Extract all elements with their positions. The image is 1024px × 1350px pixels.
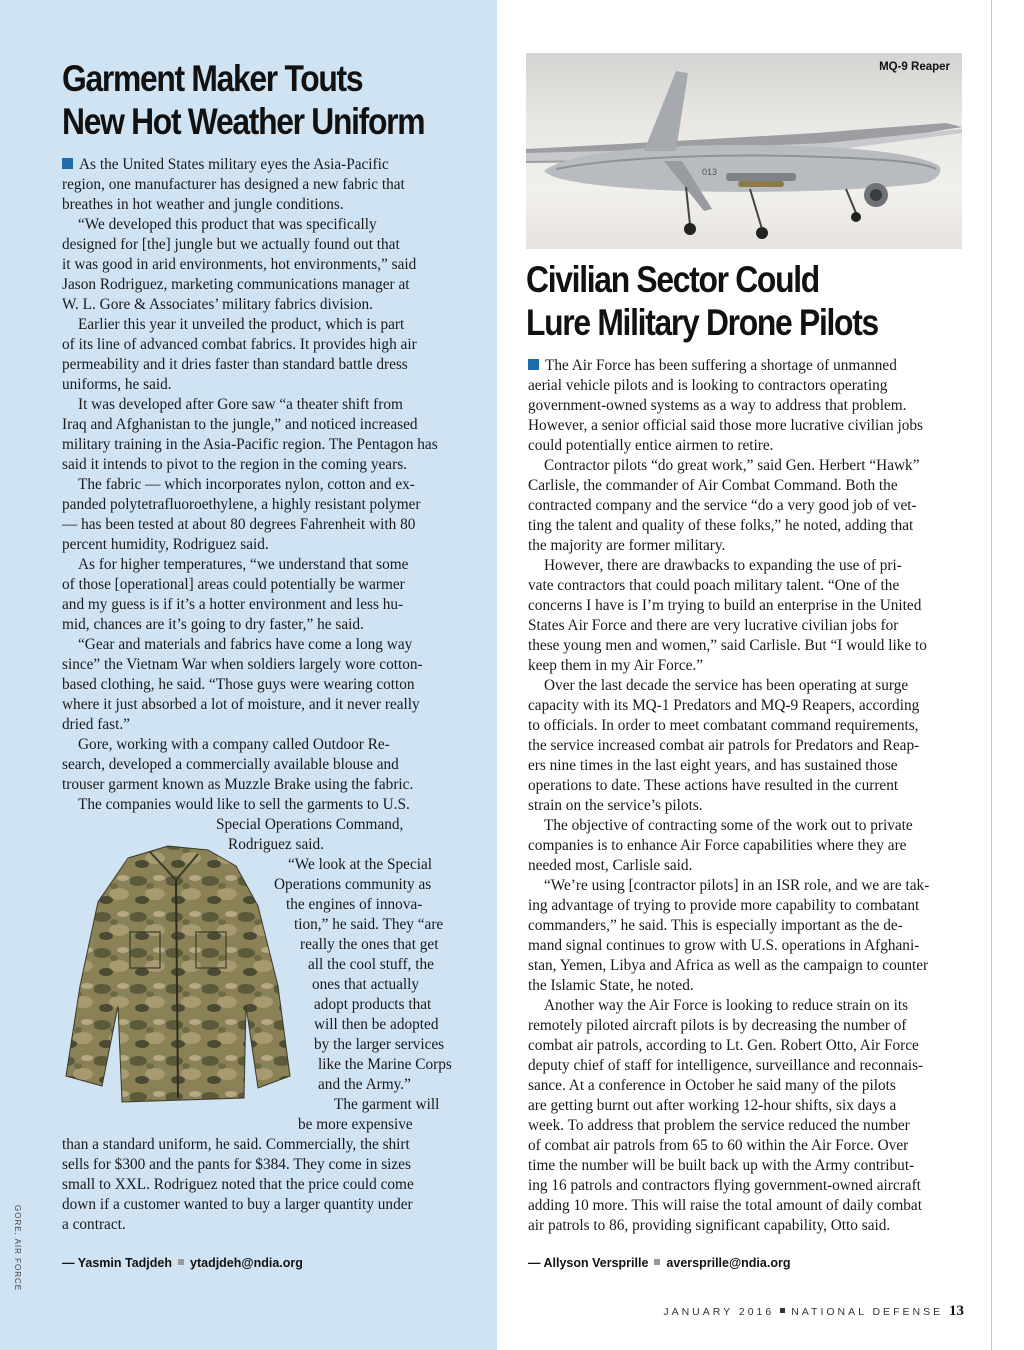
text-line-content: of those [operational] areas could potentially be warmer <box>62 576 405 593</box>
text-line <box>62 255 438 275</box>
text-line-content: down if a customer wanted to buy a larger quantity under <box>62 1196 413 1213</box>
text-line <box>528 976 929 996</box>
text-line-content: “We’re using [contractor pilots] in an ISR role, and we are tak- <box>544 877 930 894</box>
text-line-content: “We developed this product that was specifically <box>78 216 377 233</box>
text-line-content: vate contractors that could poach military talent. “One of the <box>528 577 900 594</box>
text-line <box>62 675 438 695</box>
text-line <box>528 856 929 876</box>
text-line <box>62 1135 414 1155</box>
text-line <box>528 876 929 896</box>
text-line <box>528 556 929 576</box>
text-line <box>62 655 438 675</box>
text-line <box>528 936 929 956</box>
text-line-content: it was good in arid environments, hot environments,” said <box>62 256 417 273</box>
text-line <box>62 1215 414 1235</box>
text-line-content: As the United States military eyes the Asia-Pacific <box>79 156 389 173</box>
text-line-content: However, there are drawbacks to expanding the use of pri- <box>544 557 902 574</box>
text-line <box>528 756 929 776</box>
text-line <box>528 416 929 436</box>
text-line-content: breathes in hot weather and jungle conditions. <box>62 196 344 213</box>
text-line-content: time the number will be built back up with the Army contribut- <box>528 1157 915 1174</box>
left-headline-line: New Hot Weather Uniform <box>62 101 425 142</box>
tail-number: 013 <box>702 167 718 177</box>
text-line <box>528 1076 929 1096</box>
left-article-body-end <box>62 1135 414 1235</box>
text-line-content: the majority are former military. <box>528 537 726 554</box>
text-line <box>528 1056 929 1076</box>
drone-photo <box>526 53 962 249</box>
text-line-content: designed for [the] jungle but we actually found out that <box>62 236 400 253</box>
text-line-content: ones that actually <box>312 976 420 993</box>
text-line <box>528 816 929 836</box>
text-line-content: The garment will <box>334 1096 440 1113</box>
footer-dot-icon <box>780 1308 785 1313</box>
text-line <box>62 395 438 415</box>
text-line-content: contracted company and the service “do a very good job of vet- <box>528 497 917 514</box>
text-line-content: The companies would like to sell the garments to U.S. <box>78 796 410 813</box>
text-line-content: tion,” he said. They “are <box>294 916 444 933</box>
text-line-content: strain on the service’s pilots. <box>528 797 703 814</box>
photo-caption: MQ-9 Reaper <box>879 61 950 73</box>
text-line-content: combat air patrols, according to Lt. Gen. Robert Otto, Air Force <box>528 1037 919 1054</box>
text-line-content: operations to date. These actions have resulted in the current <box>528 777 899 794</box>
left-headline-line: Garment Maker Touts <box>62 58 363 99</box>
text-line-content: of combat air patrols from 65 to 60 within the Air Force. Over <box>528 1137 909 1154</box>
text-line-content: permeability and it dries faster than standard battle dress <box>62 356 408 373</box>
text-line <box>62 295 438 315</box>
text-line <box>528 596 929 616</box>
text-line-content: deputy chief of staff for intelligence, surveillance and reconnais- <box>528 1057 924 1074</box>
text-line <box>62 495 438 515</box>
text-line-content: could potentially entice airmen to retire. <box>528 437 774 454</box>
text-line <box>528 1216 929 1236</box>
text-line-content: Another way the Air Force is looking to reduce strain on its <box>544 997 909 1014</box>
text-line-content: the Islamic State, he noted. <box>528 977 694 994</box>
text-line-content: Iraq and Afghanistan to the jungle,” and noticed increased <box>62 416 418 433</box>
text-line-content: than a standard uniform, he said. Commercially, the shirt <box>62 1136 410 1153</box>
text-line <box>528 956 929 976</box>
left-headline <box>62 57 424 143</box>
text-line-content: Rodriguez said. <box>228 836 325 853</box>
text-line-content: “Gear and materials and fabrics have come a long way <box>78 636 413 653</box>
right-article-body <box>528 356 929 1236</box>
text-line <box>528 536 929 556</box>
text-line-content: mand signal continues to grow with U.S. operations in Afghani- <box>528 937 920 954</box>
text-line <box>62 1115 452 1135</box>
text-line <box>62 1035 452 1055</box>
text-line-content: needed most, Carlisle said. <box>528 857 693 874</box>
right-headline <box>526 258 878 344</box>
left-byline <box>62 1256 303 1270</box>
text-line <box>528 436 929 456</box>
text-line-content: by the larger services <box>314 1036 445 1053</box>
text-line-content: The objective of contracting some of the work out to private <box>544 817 913 834</box>
text-line <box>528 496 929 516</box>
left-article-wrap-text <box>62 815 452 1135</box>
text-line <box>62 895 452 915</box>
text-line <box>62 275 438 295</box>
text-line <box>62 435 438 455</box>
text-line-content: these young men and women,” said Carlisle. But “I would like to <box>528 637 927 654</box>
text-line <box>62 455 438 475</box>
text-line-content: ing advantage of trying to provide more capability to combatant <box>528 897 920 914</box>
text-line-content: week. To address that problem the service reduced the number <box>528 1117 910 1134</box>
lead-square-icon <box>528 359 539 370</box>
left-article-body <box>62 155 438 815</box>
text-line-content: Special Operations Command, <box>216 816 404 833</box>
text-line-content: dried fast.” <box>62 716 130 733</box>
text-line <box>62 515 438 535</box>
text-line-content: The Air Force has been suffering a shortage of unmanned <box>545 357 897 374</box>
lead-square-icon <box>62 158 73 169</box>
text-line <box>528 636 929 656</box>
text-line <box>62 715 438 735</box>
byline-separator-icon <box>178 1259 184 1265</box>
text-line <box>528 736 929 756</box>
text-line-content: air patrols to 86, providing significant capability, Otto said. <box>528 1217 891 1234</box>
text-line <box>62 875 452 895</box>
text-line <box>62 175 438 195</box>
right-byline-name: — Allyson Versprille <box>528 1256 649 1270</box>
text-line-content: W. L. Gore & Associates’ military fabrics division. <box>62 296 373 313</box>
text-line-content: However, a senior official said those more lucrative civilian jobs <box>528 417 924 434</box>
text-line <box>528 1196 929 1216</box>
text-line <box>62 475 438 495</box>
text-line-content: the service increased combat air patrols for Predators and Reap- <box>528 737 920 754</box>
text-line-content: trouser garment known as Muzzle Brake using the fabric. <box>62 776 414 793</box>
footer-publication: NATIONAL DEFENSE <box>791 1306 944 1318</box>
text-line <box>62 695 438 715</box>
text-line <box>528 696 929 716</box>
text-line <box>62 155 438 175</box>
text-line-content: where it just absorbed a lot of moisture, and it never really <box>62 696 420 713</box>
text-line-content: capacity with its MQ-1 Predators and MQ-9 Reapers, according <box>528 697 920 714</box>
left-byline-name: — Yasmin Tadjdeh <box>62 1256 172 1270</box>
text-line-content: like the Marine Corps <box>318 1056 452 1073</box>
text-line <box>528 456 929 476</box>
text-line <box>62 735 438 755</box>
text-line-content: based clothing, he said. “Those guys were wearing cotton <box>62 676 415 693</box>
text-line <box>528 396 929 416</box>
text-line <box>528 616 929 636</box>
text-line-content: sells for $300 and the pants for $384. They come in sizes <box>62 1156 411 1173</box>
text-line <box>62 795 438 815</box>
text-line-content: since” the Vietnam War when soldiers largely wore cotton- <box>62 656 423 673</box>
text-line-content: percent humidity, Rodriguez said. <box>62 536 269 553</box>
text-line <box>62 1175 414 1195</box>
text-line <box>62 215 438 235</box>
text-line-content: government-owned systems as a way to address that problem. <box>528 397 907 414</box>
text-line <box>528 1136 929 1156</box>
text-line-content: Gore, working with a company called Outdoor Re- <box>78 736 390 753</box>
text-line-content: to officials. In order to meet combatant command requirements, <box>528 717 919 734</box>
text-line <box>62 1155 414 1175</box>
text-line <box>528 916 929 936</box>
text-line <box>528 676 929 696</box>
text-line <box>62 195 438 215</box>
text-line <box>62 415 438 435</box>
text-line-content: said it intends to pivot to the region in the coming years. <box>62 456 407 473</box>
text-line-content: stan, Yemen, Libya and Africa as well as the campaign to counter <box>528 957 929 974</box>
text-line <box>62 1075 452 1095</box>
text-line <box>528 476 929 496</box>
text-line-content: remotely piloted aircraft pilots is by decreasing the number of <box>528 1017 907 1034</box>
text-line <box>62 375 438 395</box>
text-line <box>528 1096 929 1116</box>
text-line <box>528 576 929 596</box>
text-line <box>62 935 452 955</box>
text-line <box>62 315 438 335</box>
text-line <box>528 1116 929 1136</box>
text-line <box>528 1016 929 1036</box>
page-edge-rule <box>991 0 992 1350</box>
text-line <box>62 815 452 835</box>
text-line-content: small to XXL. Rodriguez noted that the price could come <box>62 1176 414 1193</box>
footer-issue: JANUARY 2016 <box>663 1306 775 1318</box>
text-line <box>62 1195 414 1215</box>
text-line-content: mid, chances are it’s going to dry faster,” he said. <box>62 616 364 633</box>
text-line-content: Over the last decade the service has been operating at surge <box>544 677 909 694</box>
right-byline-email[interactable]: aversprille@ndia.org <box>666 1256 791 1270</box>
text-line-content: be more expensive <box>298 1116 413 1133</box>
text-line <box>62 755 438 775</box>
text-line <box>528 996 929 1016</box>
text-line <box>62 635 438 655</box>
text-line-content: “We look at the Special <box>288 856 433 873</box>
byline-separator-icon <box>654 1259 660 1265</box>
drone-illustration <box>526 53 962 249</box>
page-footer <box>663 1303 964 1320</box>
text-line <box>62 1055 452 1075</box>
text-line-content: adding 10 more. This will raise the total amount of daily combat <box>528 1197 922 1214</box>
text-line <box>62 1015 452 1035</box>
text-line <box>62 535 438 555</box>
text-line-content: aerial vehicle pilots and is looking to contractors operating <box>528 377 888 394</box>
text-line-content: sance. At a conference in October he said many of the pilots <box>528 1077 896 1094</box>
text-line <box>528 1156 929 1176</box>
text-line <box>62 595 438 615</box>
right-headline-line: Lure Military Drone Pilots <box>526 302 878 343</box>
text-line <box>62 915 452 935</box>
text-line-content: The fabric — which incorporates nylon, cotton and ex- <box>78 476 415 493</box>
text-line-content: Carlisle, the commander of Air Combat Command. Both the <box>528 477 898 494</box>
text-line <box>528 836 929 856</box>
text-line <box>62 355 438 375</box>
text-line-content: will then be adopted <box>314 1016 439 1033</box>
text-line <box>528 376 929 396</box>
text-line-content: and the Army.” <box>318 1076 411 1093</box>
text-line-content: It was developed after Gore saw “a theater shift from <box>78 396 403 413</box>
right-headline-line: Civilian Sector Could <box>526 259 819 300</box>
text-line <box>62 775 438 795</box>
text-line-content: search, developed a commercially available blouse and <box>62 756 399 773</box>
text-line-content: and my guess is if it’s a hotter environment and less hu- <box>62 596 404 613</box>
text-line <box>528 516 929 536</box>
text-line <box>62 975 452 995</box>
text-line-content: Contractor pilots “do great work,” said Gen. Herbert “Hawk” <box>544 457 920 474</box>
text-line-content: ing 16 patrols and contractors flying government-owned aircraft <box>528 1177 921 1194</box>
text-line <box>62 555 438 575</box>
text-line <box>528 896 929 916</box>
left-byline-email[interactable]: ytadjdeh@ndia.org <box>190 1256 303 1270</box>
text-line-content: As for higher temperatures, “we understand that some <box>78 556 409 573</box>
text-line <box>528 656 929 676</box>
text-line-content: Earlier this year it unveiled the product, which is part <box>78 316 405 333</box>
text-line-content: really the ones that get <box>300 936 439 953</box>
text-line-content: panded polytetrafluoroethylene, a highly resistant polymer <box>62 496 421 513</box>
right-byline <box>528 1256 790 1270</box>
text-line-content: adopt products that <box>314 996 432 1013</box>
text-line-content: all the cool stuff, the <box>308 956 434 973</box>
text-line-content: Jason Rodriguez, marketing communications manager at <box>62 276 410 293</box>
text-line <box>528 796 929 816</box>
text-line <box>62 835 452 855</box>
text-line-content: concerns I have is I’m trying to build an enterprise in the United <box>528 597 922 614</box>
text-line <box>62 235 438 255</box>
text-line <box>62 575 438 595</box>
text-line-content: Operations community as <box>274 876 432 893</box>
text-line <box>528 716 929 736</box>
photo-credit: GORE, AIR FORCE <box>13 1205 22 1292</box>
text-line <box>62 955 452 975</box>
text-line-content: the engines of innova- <box>286 896 423 913</box>
text-line-content: keep them in my Air Force.” <box>528 657 704 674</box>
text-line-content: are getting burnt out after working 12-hour shifts, six days a <box>528 1097 897 1114</box>
text-line <box>62 995 452 1015</box>
text-line <box>62 855 452 875</box>
text-line <box>528 1176 929 1196</box>
text-line <box>528 776 929 796</box>
text-line-content: uniforms, he said. <box>62 376 172 393</box>
text-line <box>528 356 929 376</box>
text-line-content: States Air Force and there are very lucrative civilian jobs for <box>528 617 899 634</box>
text-line-content: military training in the Asia-Pacific region. The Pentagon has <box>62 436 438 453</box>
text-line-content: ers nine times in the last eight years, and has sustained those <box>528 757 898 774</box>
text-line-content: — has been tested at about 80 degrees Fahrenheit with 80 <box>62 516 416 533</box>
text-line-content: of its line of advanced combat fabrics. It provides high air <box>62 336 417 353</box>
text-line <box>62 335 438 355</box>
text-line <box>62 615 438 635</box>
text-line-content: ting the talent and quality of these folks,” he noted, adding that <box>528 517 914 534</box>
page-number: 13 <box>949 1303 964 1319</box>
text-line-content: a contract. <box>62 1216 126 1233</box>
text-line <box>528 1036 929 1056</box>
text-line-content: commanders,” he said. This is especially important as the de- <box>528 917 903 934</box>
text-line-content: companies is to enhance Air Force capabilities where they are <box>528 837 907 854</box>
text-line-content: region, one manufacturer has designed a new fabric that <box>62 176 405 193</box>
text-line <box>62 1095 452 1115</box>
